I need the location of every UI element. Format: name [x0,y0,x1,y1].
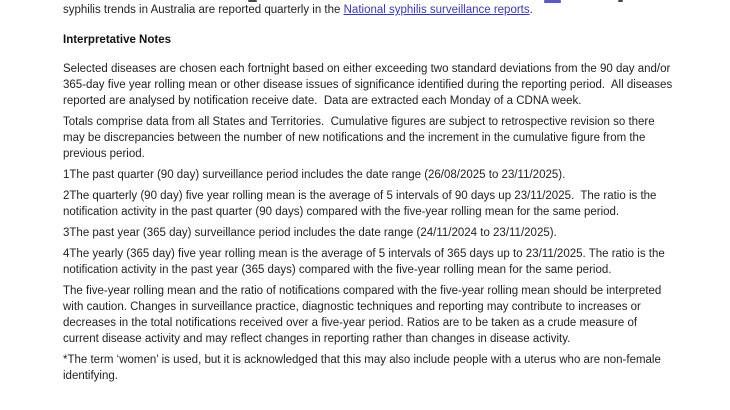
para-rolling-mean-caution: The five-year rolling mean and the ratio of notifications compared with the five-year rolling mean should be interpreted with caution. Changes in surveillance practice, diagnostic techniques and reporting may contribute to increases or decreases in the total notifications received over a five-year period. Ratios are to be taken as a crude measure of current disease activity and may reflect changes in reporting rather than changes in disease activity. [63,285,665,345]
intro-sentence-text: syphilis trends in Australia are reported quarterly in the [63,4,344,16]
footnote-yearly-rolling-mean: 4The yearly (365 day) five year rolling mean is the average of 5 intervals of 365 days up to 23/11/2025. The ratio is the notification activity in the past year (365 days) compared with the five-year rolling mean for the same period. [63,248,668,276]
footnote-quarterly-rolling-mean: 2The quarterly (90 day) five year rolling mean is the average of 5 intervals of 90 days up 23/11/2025. The ratio is the notification activity in the past quarter (90 days) compared with the five-year rolling mean for the same period. [63,190,660,218]
intro-sentence [63,2,673,18]
para-totals-states-territories: Totals comprise data from all States and Territories. Cumulative figures are subject to retrospective revision so there may be discrepancies between the number of new notifications and the increment in the cumulative figure from the previous period. [63,116,658,160]
intro-sentence-period: . [529,4,533,16]
footnote-past-year-period: 3The past year (365 day) surveillance period includes the date range (24/11/2024 to 23/11/2025). [63,227,557,239]
document-page [63,0,676,389]
para-women-term-note: *The term ‘women’ is used, but it is acknowledged that this may also include people with a uterus who are non-female identifying. [63,354,665,382]
footnote-past-quarter-period: 1The past quarter (90 day) surveillance period includes the date range (26/08/2025 to 23/11/2025). [63,169,566,181]
para-selected-diseases: Selected diseases are chosen each fortnight based on either exceeding two standard deviations from the 90 day and/or 365-day five year rolling mean or other disease issues of significance identified during the reporting period. All diseases reported are analysed by notification receive date. Data are extracted each Monday of a CDNA week. [63,63,676,107]
national-syphilis-surveillance-reports-link[interactable]: National syphilis surveillance reports [343,4,530,16]
interpretative-notes-heading: Interpretative Notes [63,34,172,46]
